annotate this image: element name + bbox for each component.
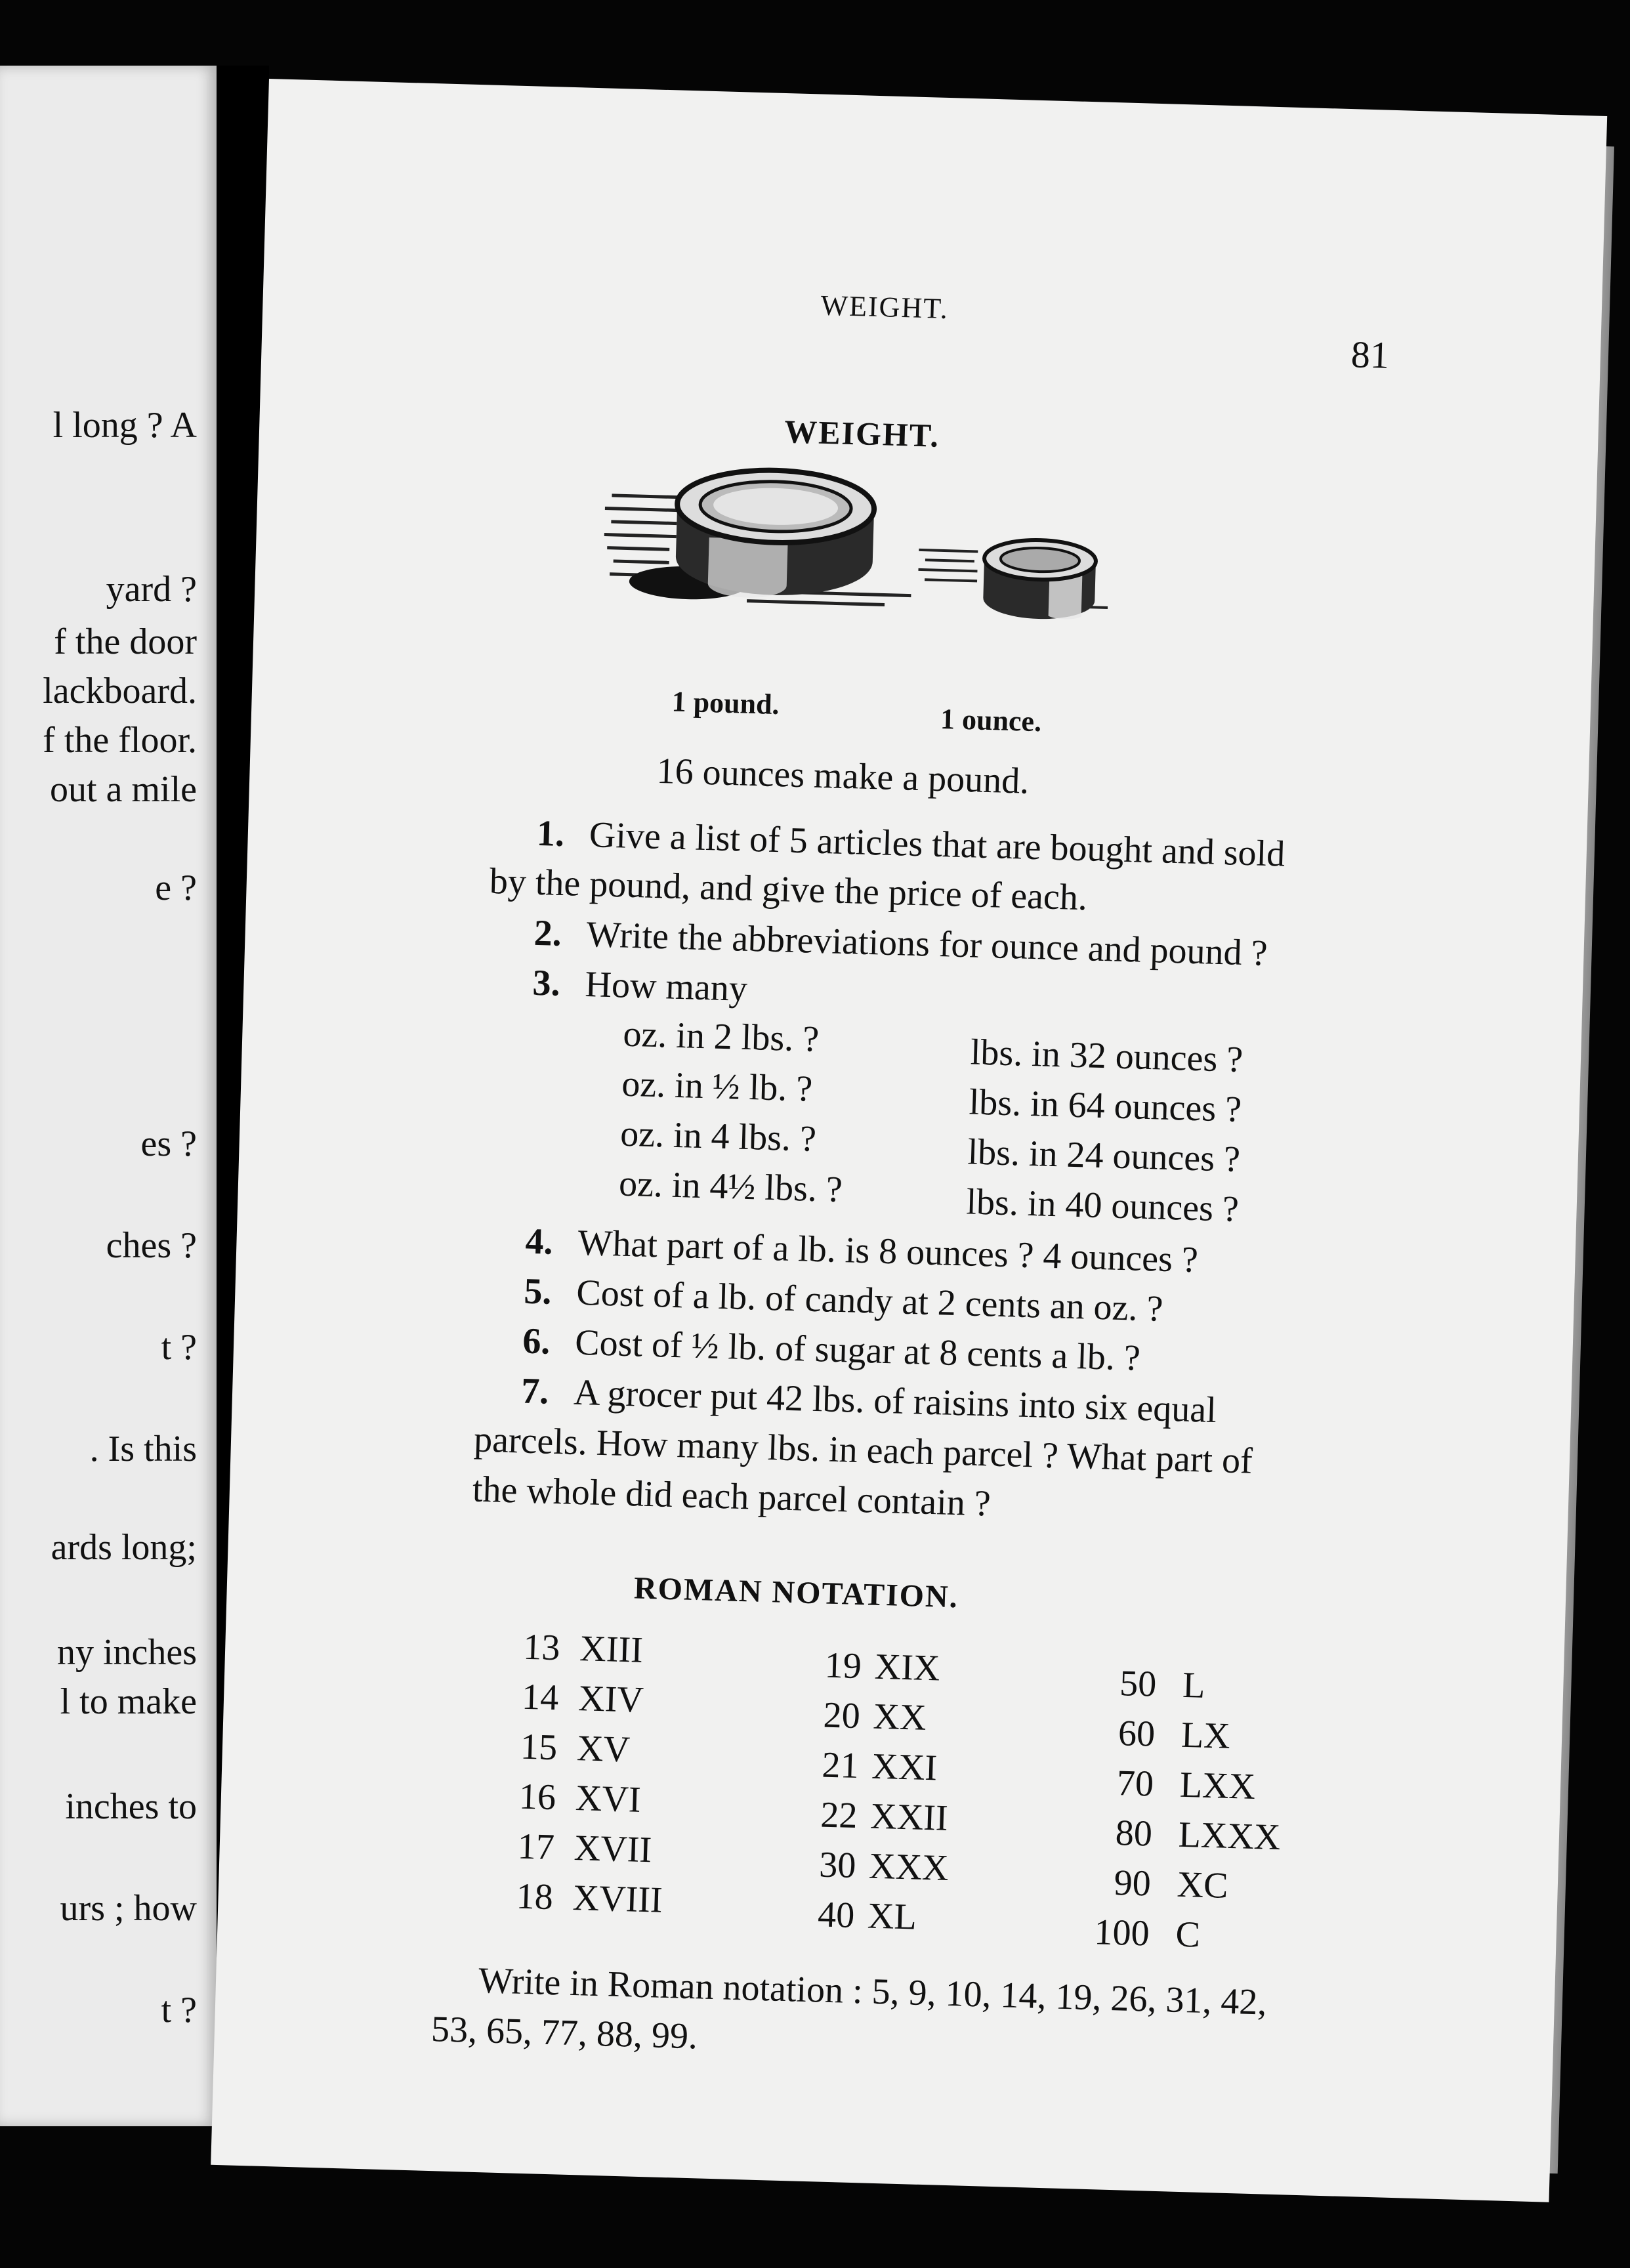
roman-arabic-number: 22 — [820, 1794, 858, 1837]
question-3: How many — [584, 963, 748, 1009]
roman-arabic-number: 21 — [821, 1744, 860, 1787]
left-page-line: lackboard. — [43, 671, 197, 711]
weights-illustration — [594, 455, 1190, 688]
question-7-line-2: parcels. How many lbs. in each parcel ? What part of — [473, 1419, 1253, 1482]
roman-arabic-number: 18 — [515, 1876, 554, 1918]
rule-text: 16 ounces make a pound. — [656, 750, 1030, 802]
ounce-weight-icon — [983, 539, 1097, 621]
left-page-line: yard ? — [106, 569, 197, 610]
roman-numeral: XVII — [574, 1828, 652, 1871]
q3-left-item: oz. in ½ lb. ? — [621, 1063, 814, 1110]
roman-numeral: XVIII — [572, 1878, 663, 1921]
question-1-line-1: Give a list of 5 articles that are bought and sold — [589, 814, 1286, 875]
question-number: 7. — [520, 1370, 550, 1412]
question-4: What part of a lb. is 8 ounces ? 4 ounces ? — [577, 1222, 1199, 1281]
left-page-line: es ? — [140, 1124, 197, 1164]
q3-left-item: oz. in 2 lbs. ? — [622, 1013, 820, 1060]
roman-arabic-number: 20 — [822, 1694, 861, 1737]
question-7-line-3: the whole did each parcel contain ? — [472, 1469, 992, 1524]
roman-arabic-number: 60 — [1118, 1713, 1156, 1755]
roman-numeral: XXX — [868, 1845, 950, 1889]
question-2: Write the abbreviations for ounce and pound ? — [585, 914, 1268, 974]
roman-arabic-number: 13 — [522, 1626, 561, 1669]
left-page-line: out a mile — [50, 769, 197, 810]
roman-numeral: XIX — [873, 1646, 941, 1689]
roman-arabic-number: 100 — [1093, 1912, 1150, 1954]
q3-left-item: oz. in 4½ lbs. ? — [618, 1163, 843, 1211]
roman-numeral: LX — [1181, 1714, 1231, 1757]
right-page — [211, 79, 1607, 2202]
question-number: 5. — [523, 1270, 553, 1312]
question-1-line-2: by the pound, and give the price of each. — [489, 860, 1088, 919]
question-5: Cost of a lb. of candy at 2 cents an oz. ? — [575, 1272, 1164, 1330]
question-number: 4. — [524, 1221, 554, 1263]
roman-arabic-number: 80 — [1115, 1813, 1153, 1855]
q3-right-item: lbs. in 24 ounces ? — [967, 1131, 1241, 1180]
ounce-label: 1 ounce. — [940, 702, 1042, 738]
left-page-line: ards long; — [51, 1527, 197, 1568]
roman-numeral: LXXX — [1177, 1814, 1282, 1858]
roman-notation-title: ROMAN NOTATION. — [633, 1570, 959, 1615]
roman-numeral: XXI — [871, 1746, 938, 1789]
question-number: 2. — [533, 912, 562, 954]
pound-label: 1 pound. — [671, 685, 780, 721]
page-number: 81 — [1350, 333, 1390, 377]
q3-right-item: lbs. in 32 ounces ? — [970, 1032, 1243, 1081]
left-page-line: f the door — [54, 621, 197, 662]
roman-numeral-table — [492, 1628, 1354, 1980]
roman-numeral: XC — [1176, 1864, 1229, 1906]
pound-weight-icon — [675, 468, 875, 601]
left-page — [0, 66, 217, 2126]
left-page-line: t ? — [161, 1327, 197, 1368]
left-page-line: . Is this — [89, 1429, 197, 1469]
roman-numeral: XIII — [579, 1628, 644, 1671]
roman-arabic-number: 90 — [1113, 1862, 1152, 1904]
running-head: WEIGHT. — [820, 289, 950, 326]
roman-numeral: C — [1175, 1914, 1201, 1956]
roman-arabic-number: 40 — [817, 1894, 856, 1936]
roman-arabic-number: 30 — [818, 1844, 857, 1887]
question-number: 6. — [522, 1320, 551, 1362]
roman-numeral: XIV — [577, 1678, 644, 1721]
roman-arabic-number: 17 — [517, 1826, 555, 1868]
roman-numeral: XL — [867, 1895, 917, 1938]
q3-right-item: lbs. in 40 ounces ? — [965, 1181, 1240, 1230]
left-page-line: ches ? — [106, 1225, 197, 1266]
roman-numeral: XX — [872, 1696, 927, 1738]
exercise-line-2: 53, 65, 77, 88, 99. — [430, 2009, 698, 2057]
section-title: WEIGHT. — [784, 413, 940, 454]
exercise-line-1: Write in Roman notation : 5, 9, 10, 14, 19, 26, 31, 42, — [478, 1960, 1268, 2023]
question-6: Cost of ½ lb. of sugar at 8 cents a lb. ? — [574, 1322, 1141, 1379]
question-7-line-1: A grocer put 42 lbs. of raisins into six equal — [573, 1372, 1217, 1431]
question-number: 3. — [532, 962, 561, 1004]
q3-left-item: oz. in 4 lbs. ? — [619, 1113, 817, 1160]
roman-numeral: LXX — [1179, 1764, 1256, 1807]
left-page-line: inches to — [65, 1786, 197, 1827]
question-number: 1. — [536, 812, 565, 855]
roman-arabic-number: 50 — [1119, 1663, 1158, 1705]
left-page-line: e ? — [155, 868, 197, 908]
roman-arabic-number: 19 — [824, 1645, 862, 1687]
left-page-line: urs ; how — [60, 1888, 197, 1929]
left-page-line: ny inches — [56, 1632, 197, 1673]
roman-arabic-number: 16 — [518, 1776, 556, 1818]
roman-numeral: XV — [576, 1728, 631, 1771]
roman-arabic-number: 70 — [1116, 1763, 1154, 1805]
roman-arabic-number: 15 — [520, 1726, 558, 1769]
roman-numeral: XXII — [869, 1796, 949, 1839]
q3-right-item: lbs. in 64 ounces ? — [969, 1082, 1242, 1130]
roman-arabic-number: 14 — [521, 1676, 560, 1719]
left-page-line: l long ? A — [52, 405, 197, 446]
left-page-line: l to make — [60, 1681, 197, 1722]
left-page-line: f the floor. — [43, 720, 197, 761]
roman-numeral: XVI — [575, 1778, 642, 1820]
roman-numeral: L — [1182, 1664, 1206, 1706]
left-page-line: t ? — [161, 1990, 197, 2030]
